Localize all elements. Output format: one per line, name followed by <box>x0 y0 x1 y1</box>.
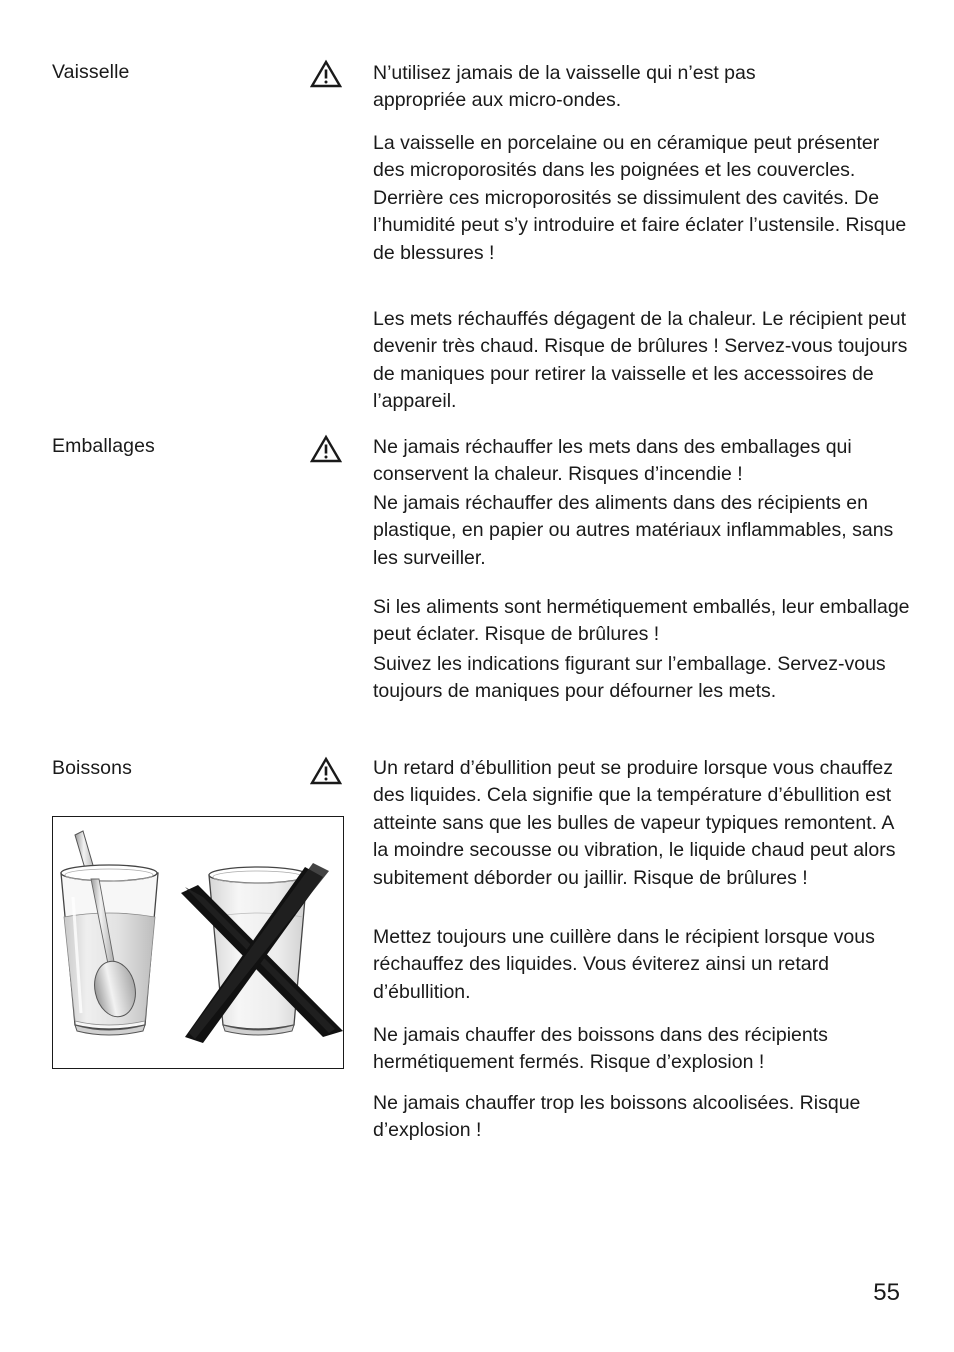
section-heading-boissons: Boissons <box>52 757 132 779</box>
warning-triangle-icon <box>310 756 342 786</box>
emballages-paragraph-4: Suivez les indications figurant sur l’emballage. Servez-vous toujours de maniques pour défourner les mets. <box>373 653 886 703</box>
section-heading-emballages: Emballages <box>52 435 155 457</box>
emballages-paragraph-2: Ne jamais réchauffer des aliments dans des récipients en plastique, en papier ou autres matériaux inflammables, sans les surveiller. <box>373 492 894 569</box>
emballages-paragraph-3: Si les aliments sont hermétiquement emballés, leur emballage peut éclater. Risque de brûlures ! <box>373 596 910 646</box>
vaisselle-paragraph-2: La vaisselle en porcelaine ou en céramique peut présenter des microporosités dans les poignées et les couvercles. Derrière ces microporosités se dissimulent des cavités. De l’humidité peut s’y introduire et faire éclater l’ustensile. Risque de blessures ! <box>373 132 907 264</box>
warning-triangle-icon <box>310 59 342 89</box>
boissons-paragraph-3: Ne jamais chauffer des boissons dans des récipients hermétiquement fermés. Risque d’explosion ! <box>373 1024 828 1074</box>
emballages-paragraph-1: Ne jamais réchauffer les mets dans des emballages qui conservent la chaleur. Risques d’incendie ! <box>373 436 852 486</box>
vaisselle-paragraph-3: Les mets réchauffés dégagent de la chaleur. Le récipient peut devenir très chaud. Risque de brûlures ! Servez-vous toujours de maniques pour retirer la vaisselle et les accessoires de l’appareil. <box>373 308 908 413</box>
page-number: 55 <box>873 1279 900 1306</box>
warning-triangle-icon <box>310 434 342 464</box>
boissons-paragraph-2: Mettez toujours une cuillère dans le récipient lorsque vous réchauffez des liquides. Vous éviterez ainsi un retard d’ébullition. <box>373 926 875 1003</box>
glass-with-spoon-icon <box>61 831 158 1035</box>
boissons-paragraph-1: Un retard d’ébullition peut se produire lorsque vous chauffez des liquides. Cela signifie que la température d’ébullition est atteinte sans que les bulles de vapeur typiques remontent. A la moindre secousse ou vibration, le liquide chaud peut alors subitement déborder ou jaillir. Risque de brûlures ! <box>373 757 896 889</box>
boissons-paragraph-4: Ne jamais chauffer trop les boissons alcoolisées. Risque d’explosion ! <box>373 1092 861 1142</box>
glass-crossed-out-icon <box>181 863 343 1043</box>
section-heading-vaisselle: Vaisselle <box>52 61 130 83</box>
vaisselle-paragraph-1: N’utilisez jamais de la vaisselle qui n’est pas appropriée aux micro-ondes. <box>373 62 756 112</box>
illustration-glasses <box>52 816 344 1069</box>
